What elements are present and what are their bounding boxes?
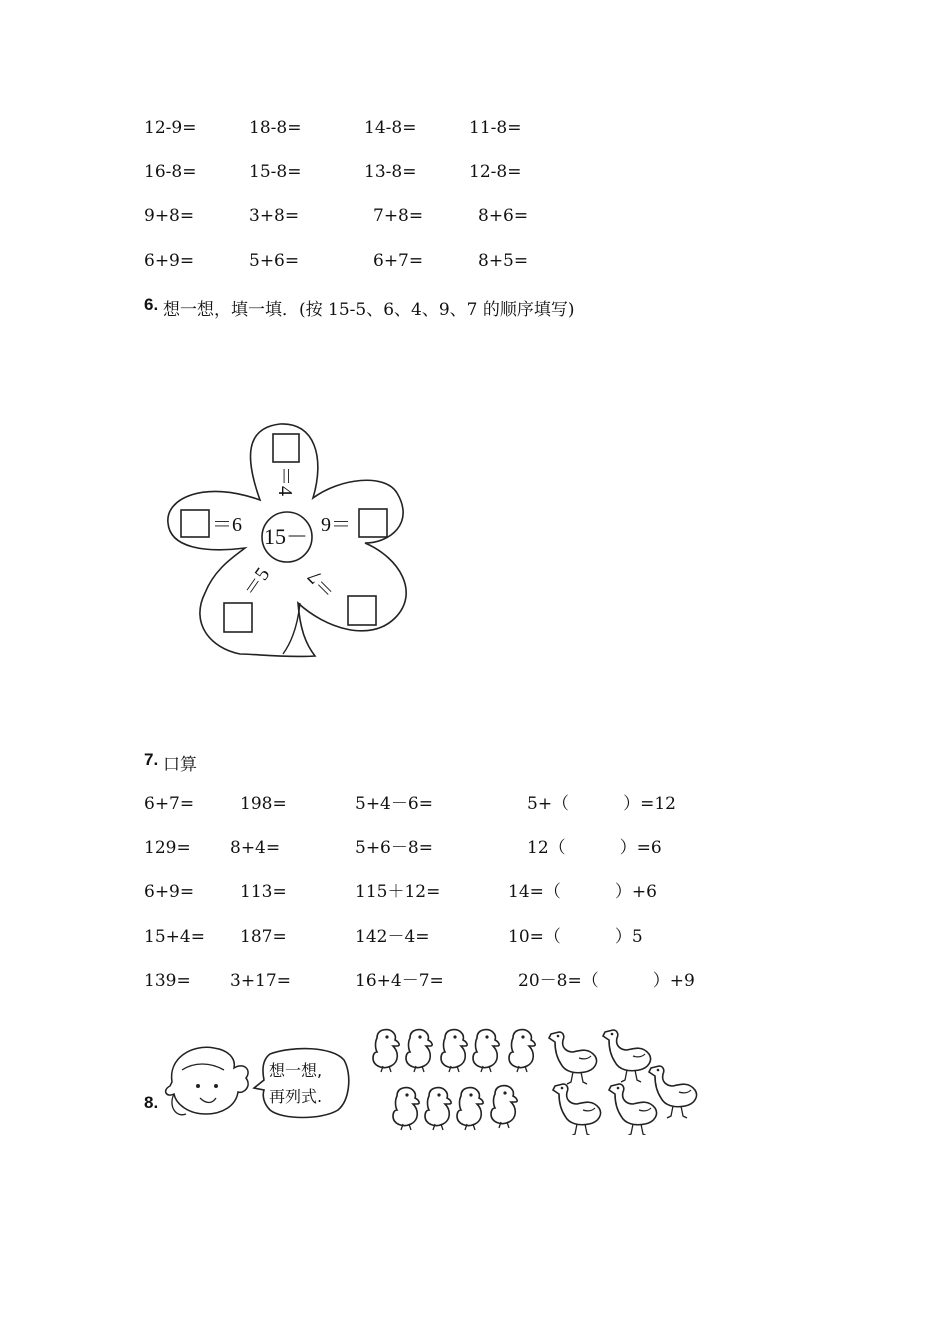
goose-icon: [609, 1084, 657, 1135]
right-label: 9＝: [321, 514, 351, 536]
question-title: 想一想，填一填．(按 15-5、6、4、9、7 的顺序填写): [163, 300, 575, 320]
exercise: 5+4－6=: [355, 794, 433, 814]
bubble-line-2: 再列式.: [269, 1087, 323, 1106]
duckling-icon: [491, 1086, 517, 1128]
exercise: 113=: [240, 882, 287, 902]
exercise: 16-8=: [144, 162, 197, 182]
exercise: 187=: [240, 927, 287, 947]
exercise: 198=: [240, 794, 287, 814]
top-label: ＝4: [274, 466, 296, 496]
answer-box: [224, 603, 252, 632]
exercise: 20－8=（ ）+9: [518, 971, 695, 991]
exercise: 12-8=: [469, 162, 522, 182]
answer-box: [181, 510, 209, 537]
exercise: 8+5=: [478, 251, 529, 271]
flower-diagram: [165, 418, 425, 663]
exercise: 13-8=: [364, 162, 417, 182]
duckling-icon: [509, 1030, 535, 1072]
exercise: 15+4=: [144, 927, 205, 947]
exercise: 8+6=: [478, 206, 529, 226]
answer-box: [359, 509, 387, 537]
exercise: 5+6－8=: [355, 838, 433, 858]
exercise: 11-8=: [469, 118, 522, 138]
exercise: 6+9=: [144, 882, 195, 902]
exercise: 6+7=: [373, 251, 424, 271]
exercise: 9+8=: [144, 206, 195, 226]
exercise: 12-9=: [144, 118, 197, 138]
exercise: 6+9=: [144, 251, 195, 271]
speech-bubble: [252, 1044, 352, 1122]
bottom-right-label: ＝7: [303, 565, 341, 603]
duckling-icon: [425, 1088, 451, 1130]
exercise: 139=: [144, 971, 191, 991]
duckling-icon: [373, 1030, 399, 1072]
duckling-icon: [441, 1030, 467, 1072]
duckling-icon: [473, 1030, 499, 1072]
goose-icon: [553, 1084, 601, 1135]
question-title: 口算: [163, 755, 197, 775]
exercise: 18-8=: [249, 118, 302, 138]
goose-icon: [549, 1032, 597, 1084]
exercise: 129=: [144, 838, 191, 858]
exercise: 10=（ ）5: [508, 927, 643, 947]
answer-box: [273, 434, 299, 462]
exercise: 16+4－7=: [355, 971, 444, 991]
duckling-icon: [393, 1088, 419, 1130]
exercise: 5+（ ）=12: [527, 794, 676, 814]
exercise: 15-8=: [249, 162, 302, 182]
exercise: 5+6=: [249, 251, 300, 271]
exercise: 12（ ）=6: [527, 838, 662, 858]
exercise: 14=（ ）+6: [508, 882, 657, 902]
answer-box: [348, 596, 376, 625]
exercise: 6+7=: [144, 794, 195, 814]
exercise: 115＋12=: [355, 882, 441, 902]
duckling-icon: [406, 1030, 432, 1072]
question-number: 7.: [144, 750, 159, 769]
exercise: 14-8=: [364, 118, 417, 138]
exercise: 8+4=: [230, 838, 281, 858]
bottom-left-label: ＝5: [239, 563, 275, 601]
exercise: 7+8=: [373, 206, 424, 226]
bubble-line-1: 想一想,: [269, 1061, 323, 1080]
question-number: 6.: [144, 295, 159, 314]
ducks-and-geese-illustration: [365, 1020, 700, 1135]
center-label: 15－: [264, 524, 309, 549]
duckling-icon: [457, 1088, 483, 1130]
exercise: 3+17=: [230, 971, 291, 991]
exercise: 142－4=: [355, 927, 430, 947]
girl-illustration: [162, 1040, 262, 1122]
left-label: ＝6: [212, 514, 242, 536]
goose-icon: [603, 1030, 651, 1082]
exercise: 3+8=: [249, 206, 300, 226]
question-number: 8.: [144, 1093, 159, 1112]
